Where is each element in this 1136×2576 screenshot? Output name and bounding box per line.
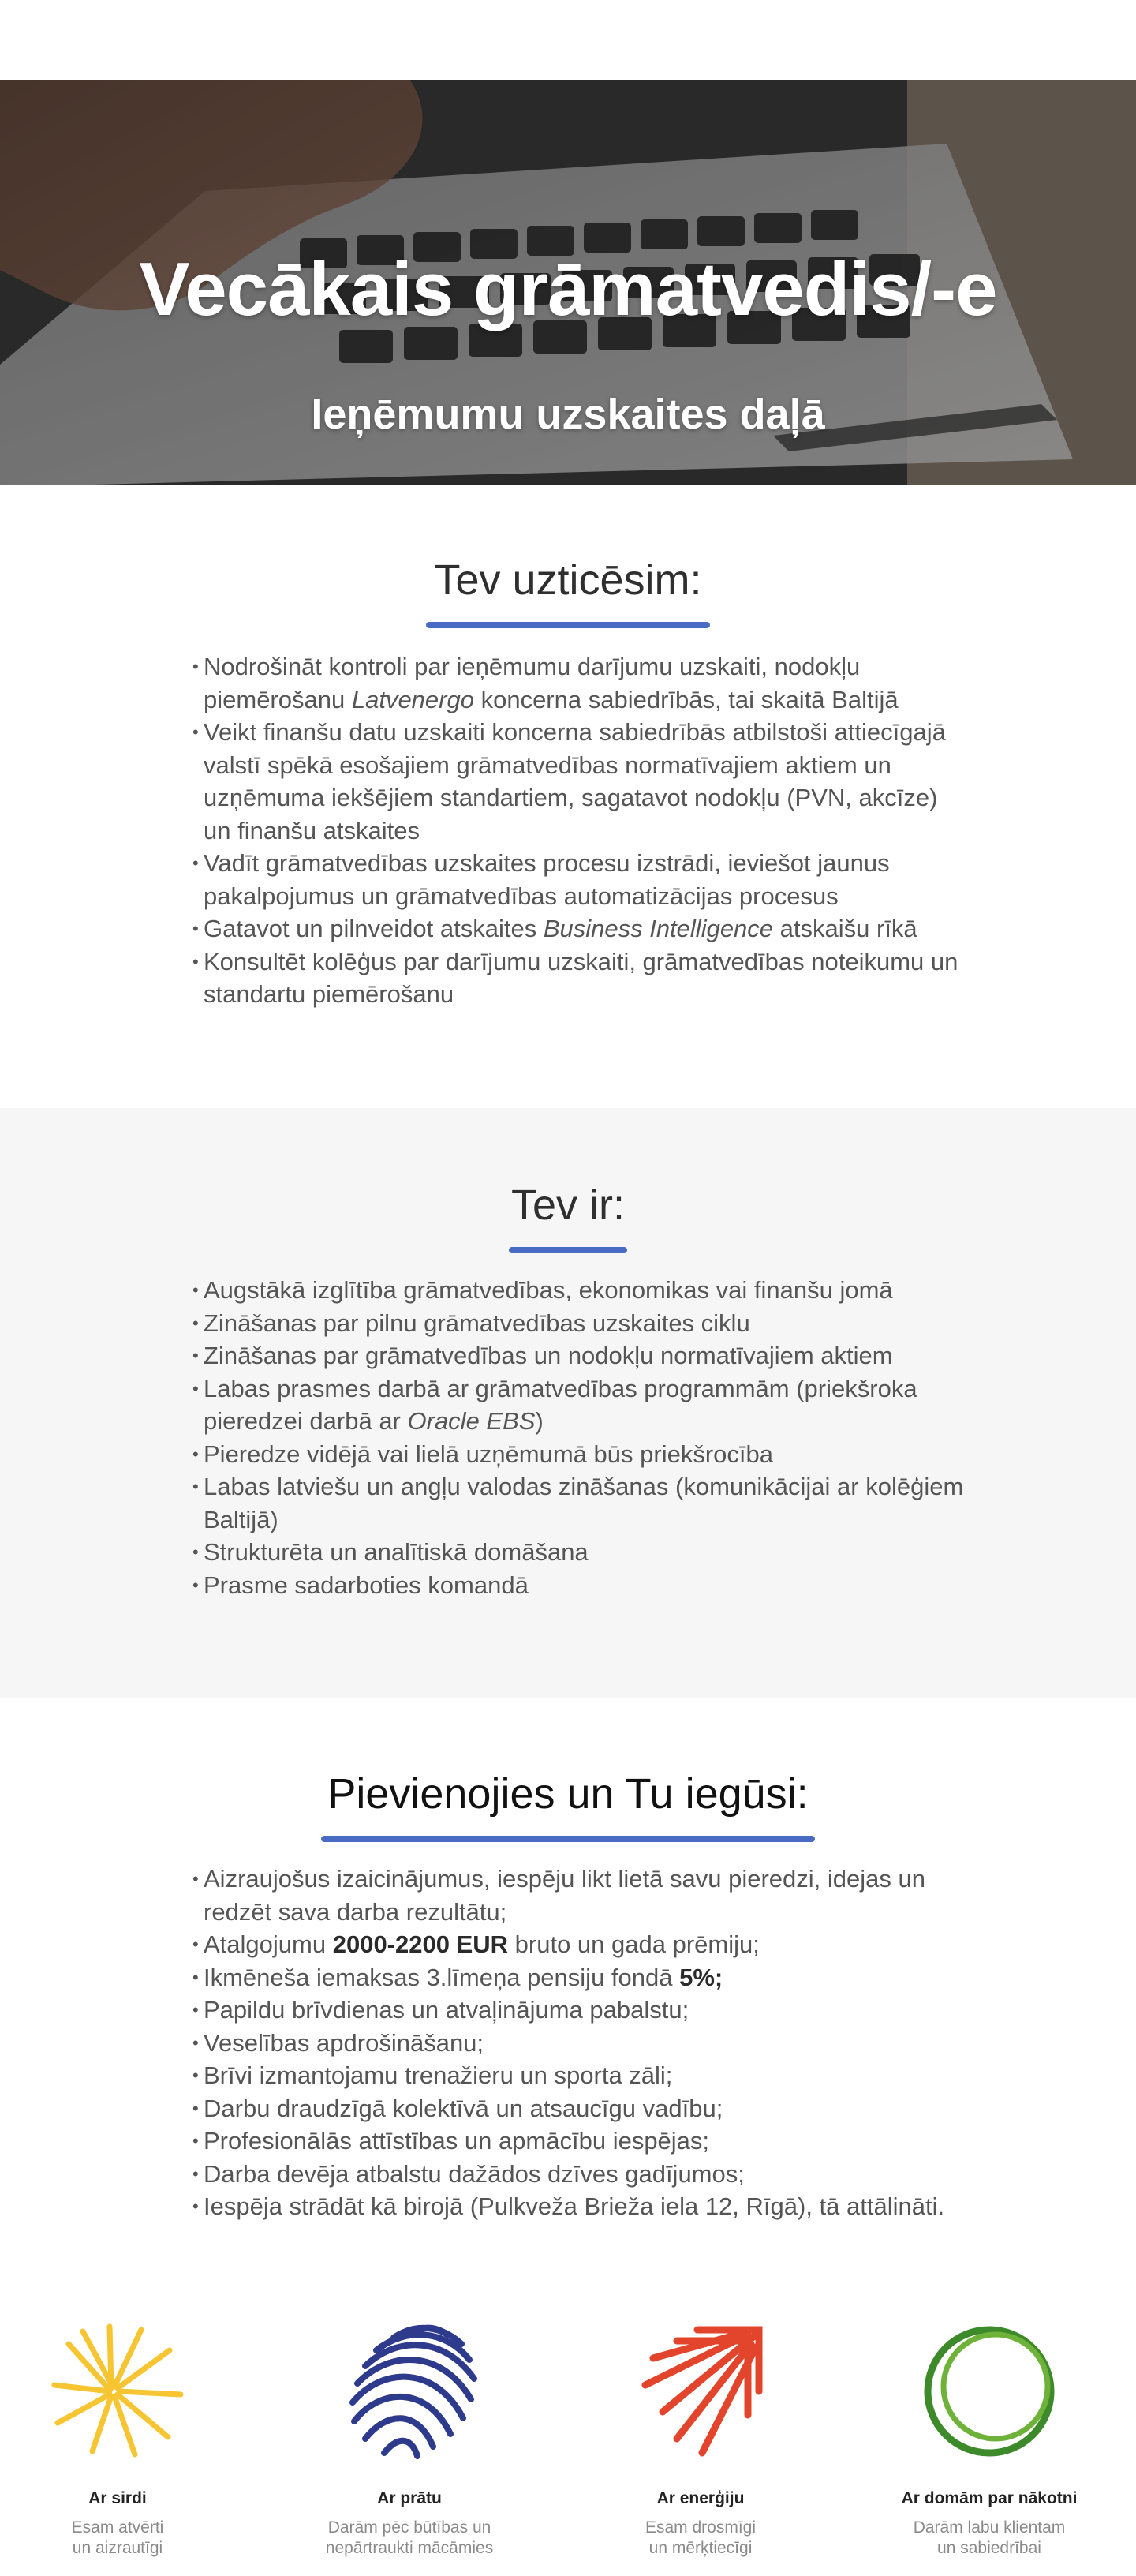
list-item: • Labas prasmes darbā ar grāmatvedības programmām (priekšroka pieredzei darbā ar Oracle EBS): [192, 1372, 967, 1438]
list-item: • Veikt finanšu datu uzskaiti koncerna sabiedrībās atbilstoši attiecīgajā valstī spēkā esošajiem grāmatvedības normatīvajiem aktiem un uzņēmuma iekšējiem standartiem, sagatavot nodokļu (PVN, akcīze) un finanšu atskaites: [192, 716, 967, 847]
list-item: • Aizraujošus izaicinājumus, iespēju likt lietā savu pieredzi, idejas un redzēt sava darba rezultātu;: [192, 1863, 967, 1928]
company-values: [0, 2320, 1136, 2576]
value-title: Ar sirdi: [88, 2489, 147, 2507]
value-energy: [590, 2320, 811, 2559]
list-item: • Brīvi izmantojamu trenažieru un sporta zāli;: [192, 2059, 967, 2092]
value-heart: [7, 2320, 228, 2559]
value-future: [879, 2320, 1100, 2559]
list-item: • Darbu draudzīgā kolektīvā un atsaucīgu vadību;: [192, 2092, 967, 2125]
list-item: • Prasme sadarboties komandā: [192, 1569, 967, 1602]
list-item: • Augstākā izglītība grāmatvedības, ekonomikas vai finanšu jomā: [192, 1274, 967, 1307]
list-item: • Vadīt grāmatvedības uzskaites procesu izstrādi, ieviešot jaunus pakalpojumus un grāmatvedības automatizācijas procesus: [192, 847, 967, 912]
value-description: Esam drosmīgi un mērķtiecīgi: [645, 2518, 757, 2557]
value-title: Ar domām par nākotni: [901, 2489, 1078, 2507]
benefits-section: [0, 1698, 1136, 2251]
list-item: • Nodrošināt kontroli par ieņēmumu darījumu uzskaiti, nodokļu piemērošanu Latvenergo koncerna sabiedrībās, tai skaitā Baltijā: [192, 650, 967, 716]
list-item: • Konsultēt kolēģus par darījumu uzskaiti, grāmatvedības noteikumu un standartu piemērošanu: [192, 945, 967, 1011]
energy-rays-icon: [630, 2320, 772, 2462]
value-description: Darām labu klientam un sabiedrībai: [913, 2518, 1066, 2557]
value-description: Darām pēc būtības un nepārtraukti mācāmies: [325, 2518, 494, 2557]
sunburst-icon: [47, 2320, 189, 2462]
list-item: • Profesionālās attīstības un apmācību iespējas;: [192, 2125, 967, 2158]
list-item: • Iespēja strādāt kā birojā (Pulkveža Brieža iela 12, Rīgā), tā attālināti.: [192, 2190, 967, 2223]
value-mind: [299, 2320, 520, 2559]
list-item: • Zināšanas par grāmatvedības un nodokļu normatīvajiem aktiem: [192, 1339, 967, 1372]
top-spacer: [0, 0, 1136, 80]
value-title: Ar prātu: [377, 2489, 442, 2507]
requirements-section: [0, 1108, 1136, 1698]
requirements-title: Tev ir:: [510, 1181, 626, 1229]
hero-banner: [0, 80, 1136, 485]
benefits-list: [192, 1863, 967, 2223]
list-item: • Atalgojumu 2000-2200 EUR bruto un gada prēmiju;: [192, 1928, 967, 1961]
responsibilities-title: Tev uzticēsim:: [434, 556, 702, 604]
page-subtitle: Ieņēmumu uzskaites daļā: [311, 391, 825, 438]
title-underline: [321, 1836, 815, 1842]
requirements-list: [192, 1274, 967, 1601]
list-item: • Pieredze vidējā vai lielā uzņēmumā būs priekšrocība: [192, 1438, 967, 1471]
title-underline: [426, 622, 710, 628]
list-item: • Strukturēta un analītiskā domāšana: [192, 1536, 967, 1569]
list-item: • Papildu brīvdienas un atvaļinājuma pabalstu;: [192, 1994, 967, 2027]
responsibilities-list: [192, 650, 967, 1011]
list-item: • Darba devēja atbalstu dažādos dzīves gadījumos;: [192, 2158, 967, 2191]
list-item: • Labas latviešu un angļu valodas zināšanas (komunikācijai ar kolēģiem Baltijā): [192, 1470, 967, 1536]
list-item: • Gatavot un pilnveidot atskaites Business Intelligence atskaišu rīkā: [192, 912, 967, 945]
list-item: • Ikmēneša iemaksas 3.līmeņa pensiju fondā 5%;: [192, 1961, 967, 1994]
title-underline: [509, 1247, 627, 1253]
list-item: • Veselības apdrošināšanu;: [192, 2027, 967, 2060]
circles-icon: [918, 2320, 1060, 2462]
value-description: Esam atvērti un aizrautīgi: [71, 2518, 164, 2557]
list-item: • Zināšanas par pilnu grāmatvedības uzskaites ciklu: [192, 1307, 967, 1340]
benefits-title: Pievienojies un Tu iegūsi:: [327, 1770, 809, 1818]
value-title: Ar enerģiju: [656, 2489, 745, 2507]
page-title: Vecākais grāmatvedis/-e: [139, 247, 997, 331]
waves-icon: [338, 2320, 480, 2462]
responsibilities-section: [0, 485, 1136, 1108]
